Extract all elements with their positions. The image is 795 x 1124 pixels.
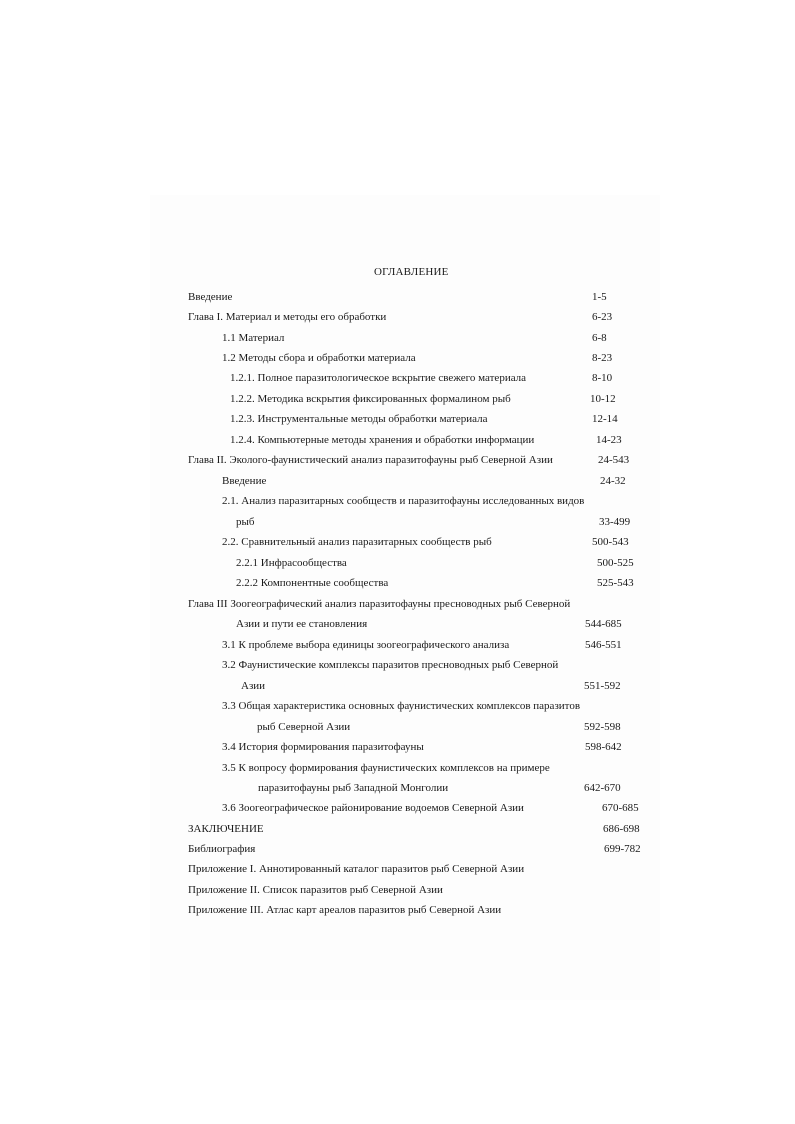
toc-page-range: 10-12 [590,393,616,405]
toc-page-range: 6-8 [592,332,607,344]
toc-entry: паразитофауны рыб Западной Монголии [258,782,449,794]
toc-page-range: 8-23 [592,352,613,364]
toc-entry: 1.2.2. Методика вскрытия фиксированных формалином рыб [230,393,511,405]
toc-page-range: 598-642 [585,741,622,753]
toc-entry: 3.3 Общая характеристика основных фаунистических комплексов паразитов [222,700,581,712]
toc-entry: 3.2 Фаунистические комплексы паразитов пресноводных рыб Северной [222,659,559,671]
toc-entry: 3.6 Зоогеографическое районирование водоемов Северной Азии [222,802,524,814]
toc-page-range: 500-543 [592,536,629,548]
toc-entry: рыб [236,516,255,528]
toc-page-range: 686-698 [603,823,640,835]
toc-entry: Введение [188,291,233,303]
toc-page-range: 525-543 [597,577,634,589]
toc-page-range: 24-32 [600,475,626,487]
toc-entry: 3.1 К проблеме выбора единицы зоогеографического анализа [222,639,510,651]
toc-entry: 2.2.1 Инфрасообщества [236,557,347,569]
toc-entry: 2.1. Анализ паразитарных сообществ и паразитофауны исследованных видов [222,495,585,507]
toc-entry: 2.2.2 Компонентные сообщества [236,577,389,589]
toc-page-range: 670-685 [602,802,639,814]
toc-entry: Азии [241,680,266,692]
toc-page-range: 14-23 [596,434,622,446]
toc-page-range: 544-685 [585,618,622,630]
toc-page-range: 500-525 [597,557,634,569]
toc-entry: 3.5 К вопросу формирования фаунистических комплексов на примере [222,762,550,774]
toc-page-range: 6-23 [592,311,613,323]
toc-entry: 2.2. Сравнительный анализ паразитарных сообществ рыб [222,536,492,548]
toc-entry: Введение [222,475,267,487]
toc-page-range: 12-14 [592,413,618,425]
toc-entry: 1.2.1. Полное паразитологическое вскрытие свежего материала [230,372,527,384]
toc-entry: Приложение II. Список паразитов рыб Северной Азии [188,884,443,896]
toc-entry: Глава I. Материал и методы его обработки [188,311,387,323]
toc-page-range: 33-499 [599,516,631,528]
toc-page-range: 551-592 [584,680,621,692]
toc-entry: 1.2.4. Компьютерные методы хранения и обработки информации [230,434,535,446]
toc-title: ОГЛАВЛЕНИЕ [374,266,449,278]
toc-entry: 1.1 Материал [222,332,285,344]
toc-entry: Приложение I. Аннотированный каталог паразитов рыб Северной Азии [188,863,525,875]
toc-entry: Библиография [188,843,256,855]
toc-entry: Азии и пути ее становления [236,618,368,630]
toc-entry: рыб Северной Азии [257,721,351,733]
toc-entry: Приложение III. Атлас карт ареалов паразитов рыб Северной Азии [188,904,502,916]
toc-page-range: 1-5 [592,291,607,303]
toc-entry: Глава III Зоогеографический анализ паразитофауны пресноводных рыб Северной [188,598,571,610]
toc-entry: ЗАКЛЮЧЕНИЕ [188,823,264,835]
toc-entry: 1.2.3. Инструментальные методы обработки материала [230,413,488,425]
toc-page-range: 699-782 [604,843,641,855]
toc-entry: 1.2 Методы сбора и обработки материала [222,352,416,364]
toc-page-range: 592-598 [584,721,621,733]
toc-entry: 3.4 История формирования паразитофауны [222,741,424,753]
toc-page-range: 8-10 [592,372,613,384]
toc-page-range: 546-551 [585,639,622,651]
toc-entry: Глава II. Эколого-фаунистический анализ паразитофауны рыб Северной Азии [188,454,553,466]
toc-page-range: 24-543 [598,454,630,466]
toc-page-range: 642-670 [584,782,621,794]
